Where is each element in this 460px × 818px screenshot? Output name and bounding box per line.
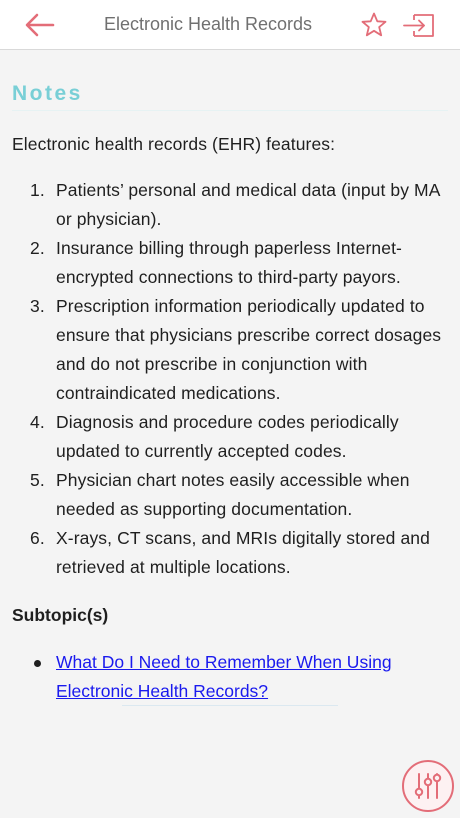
exit-icon <box>402 11 436 39</box>
star-icon <box>360 11 388 39</box>
list-item-text: Diagnosis and procedure codes periodically updated to currently accepted codes. <box>56 412 399 461</box>
list-item-text: X-rays, CT scans, and MRIs digitally stored and retrieved at multiple locations. <box>56 528 430 577</box>
notes-section-title: Notes <box>12 82 83 105</box>
list-item-text: Patients’ personal and medical data (input by MA or physician). <box>56 180 440 229</box>
page-title: Electronic Health Records <box>103 14 313 34</box>
subtopic-link[interactable]: What Do I Need to Remember When Using Electronic Health Records? <box>56 652 392 701</box>
list-item <box>0 292 460 408</box>
exit-button[interactable] <box>402 11 436 39</box>
list-item <box>0 408 460 466</box>
back-button[interactable] <box>22 10 58 40</box>
list-item <box>0 466 460 524</box>
list-item-number: 1. <box>30 180 45 200</box>
list-item-text: Physician chart notes easily accessible when needed as supporting documentation. <box>56 470 410 519</box>
subtopics-heading: Subtopic(s) <box>12 605 109 625</box>
list-item-number: 5. <box>30 470 45 490</box>
features-list <box>0 176 460 582</box>
list-item-text: Insurance billing through paperless Internet-encrypted connections to third-party payors. <box>56 238 402 287</box>
settings-fab-button[interactable] <box>402 760 454 812</box>
list-item-number: 2. <box>30 238 45 258</box>
arrow-left-icon <box>22 10 58 40</box>
list-item-number: 6. <box>30 528 45 548</box>
bullet-icon <box>34 660 41 667</box>
notes-intro: Electronic health records (EHR) features: <box>12 134 336 154</box>
list-item <box>0 234 460 292</box>
list-item-text: Prescription information periodically updated to ensure that physicians prescribe correct dosages and do not prescribe in conjunction with contraindicated medications. <box>56 296 442 403</box>
favorite-button[interactable] <box>360 11 388 39</box>
list-item-number: 3. <box>30 296 45 316</box>
subtopic-item <box>0 648 460 706</box>
section-divider <box>12 110 448 111</box>
list-item <box>0 524 460 582</box>
subtopics-list <box>0 648 460 706</box>
divider <box>122 705 338 706</box>
sliders-icon <box>404 762 452 810</box>
list-item <box>0 176 460 234</box>
top-navigation-bar <box>0 0 460 50</box>
list-item-number: 4. <box>30 412 45 432</box>
